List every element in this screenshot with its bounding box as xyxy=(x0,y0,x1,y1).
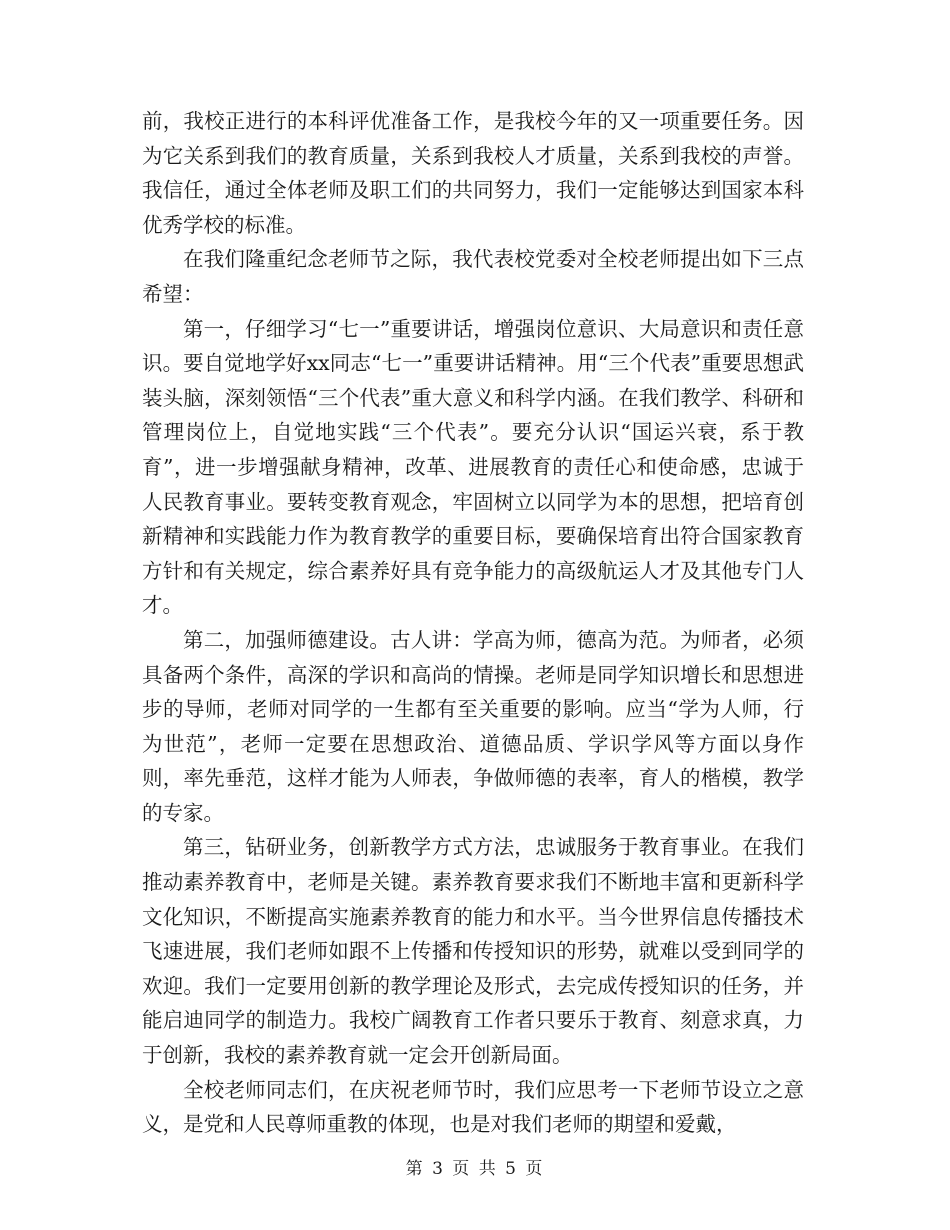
page-number-footer: 第 3 页 共 5 页 xyxy=(405,1159,545,1179)
paragraph-2: 在我们隆重纪念老师节之际，我代表校党委对全校老师提出如下三点希望： xyxy=(142,247,804,306)
paragraph-4: 第二，加强师德建设。古人讲：学高为师，德高为范。为师者，必须具备两个条件，高深的学识和高尚的情操。老师是同学知识增长和思想进步的导师，老师对同学的一生都有至关重要的影响。应当“学为人师，行为世范”，老师一定要在思想政治、道德品质、学识学风等方面以身作则，率先垂范，这样才能为人师表，争做师德的表率，育人的楷模，教学的专家。 xyxy=(142,627,804,825)
paragraph-1: 前，我校正进行的本科评优准备工作，是我校今年的又一项重要任务。因为它关系到我们的教育质量，关系到我校人才质量，关系到我校的声誉。我信任，通过全体老师及职工们的共同努力，我们一定能够达到国家本科优秀学校的标准。 xyxy=(142,109,804,237)
paragraph-5: 第三，钻研业务，创新教学方式方法，忠诚服务于教育事业。在我们推动素养教育中，老师是关键。素养教育要求我们不断地丰富和更新科学文化知识，不断提高实施素养教育的能力和水平。当今世界信息传播技术飞速进展，我们老师如跟不上传播和传授知识的形势，就难以受到同学的欢迎。我们一定要用创新的教学理论及形式，去完成传授知识的任务，并能启迪同学的制造力。我校广阔教育工作者只要乐于教育、刻意求真，力于创新，我校的素养教育就一定会开创新局面。 xyxy=(142,835,804,1068)
document-body xyxy=(142,104,804,1142)
paragraph-3: 第一，仔细学习“七一”重要讲话，增强岗位意识、大局意识和责任意识。要自觉地学好xx同志“七一”重要讲话精神。用“三个代表”重要思想武装头脑，深刻领悟“三个代表”重大意义和科学内涵。在我们教学、科研和管理岗位上，自觉地实践“三个代表”。要充分认识“国运兴衰，系于教育”，进一步增强献身精神，改革、进展教育的责任心和使命感，忠诚于人民教育事业。要转变教育观念，牢固树立以同学为本的思想，把培育创新精神和实践能力作为教育教学的重要目标，要确保培育出符合国家教育方针和有关规定，综合素养好具有竞争能力的高级航运人才及其他专门人才。 xyxy=(142,316,804,618)
paragraph-6: 全校老师同志们，在庆祝老师节时，我们应思考一下老师节设立之意义，是党和人民尊师重教的体现，也是对我们老师的期望和爱戴， xyxy=(142,1077,804,1137)
